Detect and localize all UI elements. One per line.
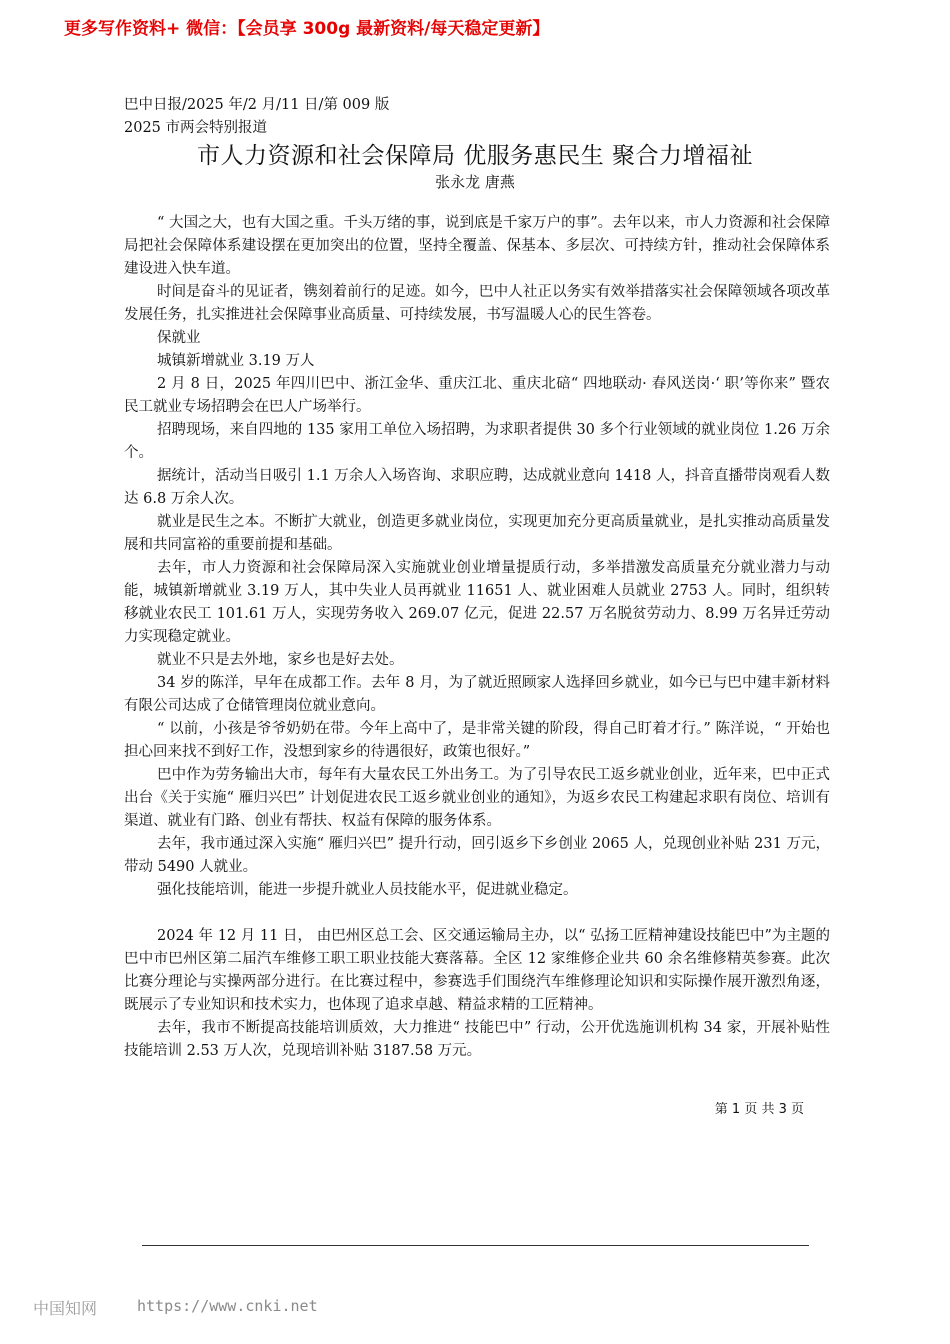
paragraph: 巴中作为劳务输出大市，每年有大量农民工外出务工。为了引导农民工返乡就业创业，近年来，巴中正式出台《关于实施“ 雁归兴巴” 计划促进农民工返乡就业创业的通知》，为返乡农民工构建起求职有岗位、培训有渠道、就业有门路、创业有帮扶、权益有保障的服务体系。: [124, 767, 830, 829]
page-indicator: 第 1 页 共 3 页: [714, 1102, 804, 1117]
section-subheading: 城镇新增就业 3.19 万人: [157, 353, 315, 369]
paragraph: 就业不只是去外地，家乡也是好去处。: [157, 652, 404, 668]
paragraph: 就业是民生之本。不断扩大就业，创造更多就业岗位，实现更加充分更高质量就业，是扎实推动高质量发展和共同富裕的重要前提和基础。: [124, 514, 830, 553]
article-body: [124, 212, 830, 1063]
paragraph: 2 月 8 日，2025 年四川巴中、浙江金华、重庆江北、重庆北碚“ 四地联动· 春风送岗·‘ 职’等你来” 暨农民工就业专场招聘会在巴人广场举行。: [124, 376, 830, 415]
article-title: 市人力资源和社会保障局 优服务惠民生 聚合力增福祉: [196, 143, 754, 169]
paragraph: 去年，我市不断提高技能培训质效，大力推进“ 技能巴中” 行动，公开优选施训机构 34 家，开展补贴性技能培训 2.53 万人次，兑现培训补贴 3187.58 万元。: [124, 1020, 830, 1059]
paragraph: 强化技能培训，能进一步提升就业人员技能水平，促进就业稳定。: [157, 882, 578, 898]
section-heading: 保就业: [157, 330, 201, 346]
paragraph-gap: [124, 902, 830, 925]
footer-brand: 中国知网: [33, 1299, 98, 1318]
footer-divider: [142, 1245, 809, 1246]
footer-url-link[interactable]: https://www.cnki.net: [137, 1297, 318, 1315]
promo-banner: 更多写作资料+ 微信：【会员享 300g 最新资料/每天稳定更新】: [64, 19, 550, 39]
paragraph: 去年，我市通过深入实施“ 雁归兴巴” 提升行动，回引返乡下乡创业 2065 人，兑现创业补贴 231 万元，带动 5490 人就业。: [124, 836, 830, 875]
paragraph: 34 岁的陈洋，早年在成都工作。去年 8 月，为了就近照顾家人选择回乡就业，如今已与巴中建丰新材料有限公司达成了仓储管理岗位就业意向。: [124, 675, 830, 714]
source-line: 巴中日报/2025 年/2 月/11 日/第 009 版 2025 市两会特别报道: [124, 97, 390, 136]
paragraph: 招聘现场，来自四地的 135 家用工单位入场招聘，为求职者提供 30 多个行业领域的就业岗位 1.26 万余个。: [124, 422, 830, 461]
paragraph: 据统计，活动当日吸引 1.1 万余人入场咨询、求职应聘，达成就业意向 1418 人，抖音直播带岗观看人数达 6.8 万余人次。: [124, 468, 830, 507]
article-authors: 张永龙 唐燕: [435, 173, 515, 191]
paragraph: 去年，市人力资源和社会保障局深入实施就业创业增量提质行动，多举措激发高质量充分就业潜力与动能，城镇新增就业 3.19 万人，其中失业人员再就业 11651 人、就业困难人员就业 2753 人。同时，组织转移就业农民工 101.61 万人，实现劳务收入 269.07 亿元，促进 22.57 万名脱贫劳动力、8.99 万名异迁劳动力实现稳定就业。: [124, 560, 830, 645]
paragraph: “ 大国之大，也有大国之重。千头万绪的事，说到底是千家万户的事”。去年以来，市人力资源和社会保障局把社会保障体系建设摆在更加突出的位置，坚持全覆盖、保基本、多层次、可持续方针，推动社会保障体系建设进入快车道。: [124, 215, 830, 277]
paragraph: 2024 年 12 月 11 日， 由巴州区总工会、区交通运输局主办，以“ 弘扬工匠精神建设技能巴中”为主题的巴中市巴州区第二届汽车维修工职工职业技能大赛落幕。全区 12 家维修企业共 60 余名维修精英参赛。此次比赛分理论与实操两部分进行。在比赛过程中，参赛选手们围绕汽车维修理论知识和实际操作展开激烈角逐，既展示了专业知识和技术实力，也体现了追求卓越、精益求精的工匠精神。: [124, 928, 830, 1013]
paragraph: 时间是奋斗的见证者，镌刻着前行的足迹。如今，巴中人社正以务实有效举措落实社会保障领域各项改革发展任务，扎实推进社会保障事业高质量、可持续发展，书写温暖人心的民生答卷。: [124, 284, 830, 323]
paragraph: “ 以前，小孩是爷爷奶奶在带。今年上高中了，是非常关键的阶段，得自己盯着才行。” 陈洋说，“ 开始也担心回来找不到好工作，没想到家乡的待遇很好，政策也很好。”: [124, 721, 830, 760]
